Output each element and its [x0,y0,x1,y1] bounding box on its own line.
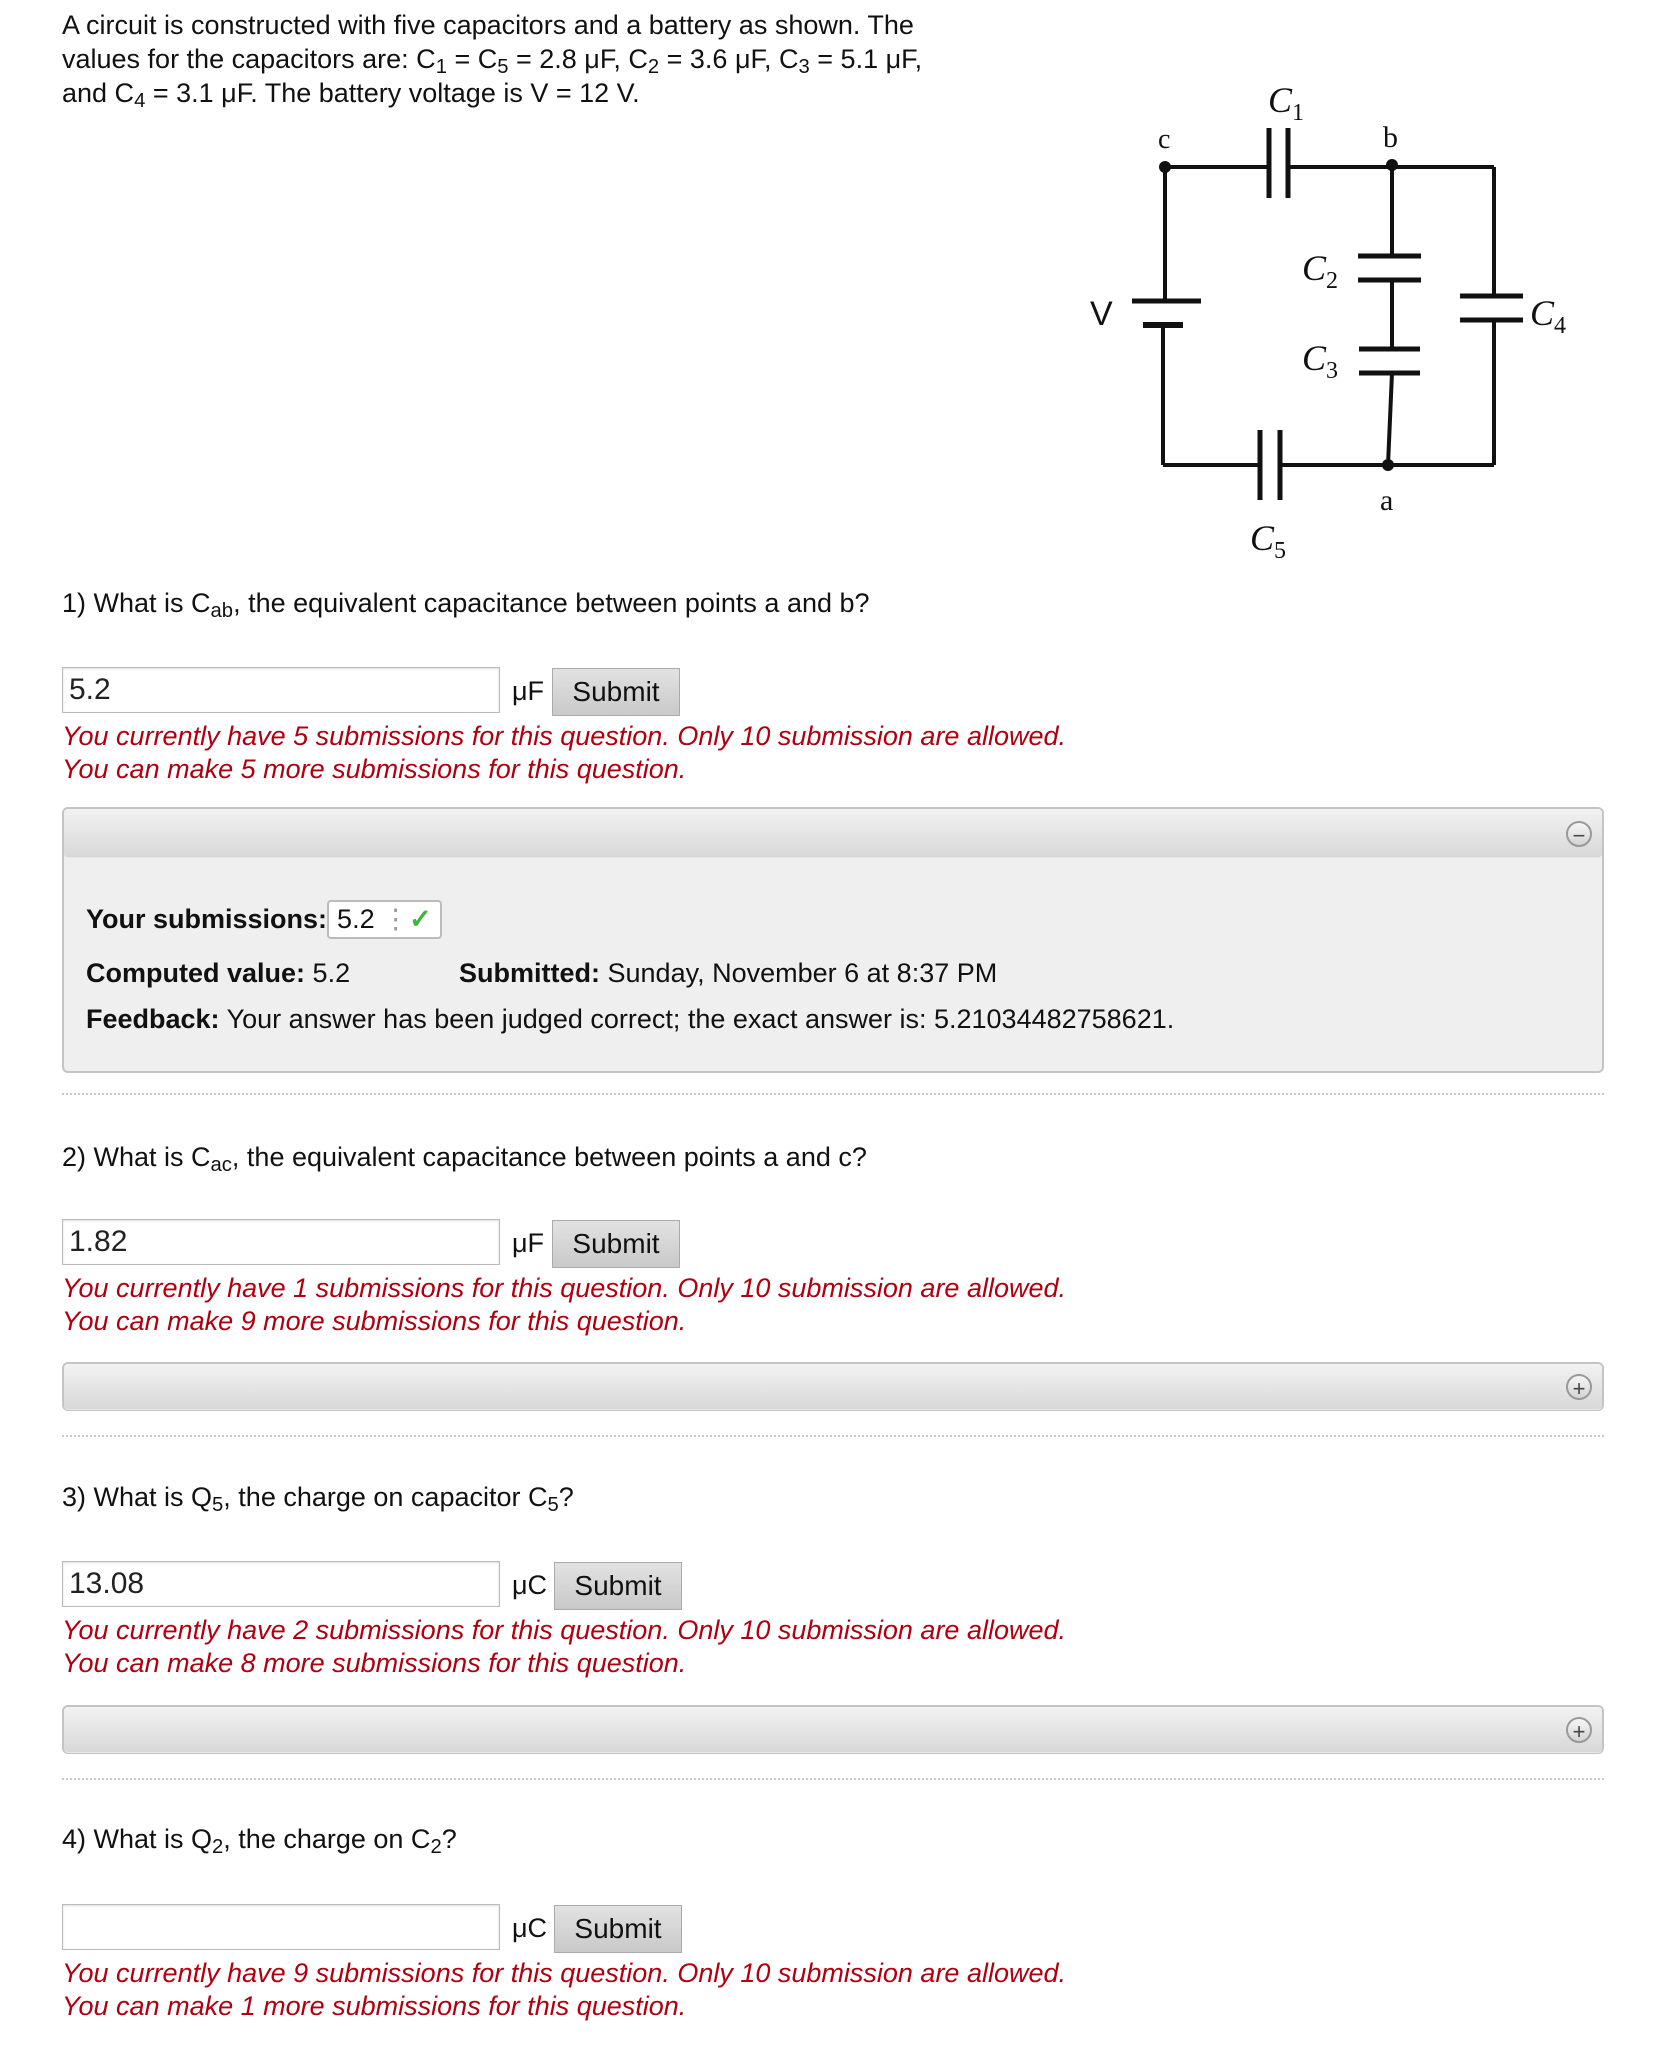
question-2-submission-panel[interactable] [62,1362,1604,1411]
divider [62,1093,1604,1095]
computed-value-row [86,958,350,989]
subscript: 5 [212,1494,224,1517]
expand-icon[interactable]: + [1566,1374,1592,1400]
computed-value: 5.2 [312,958,351,988]
submission-chip[interactable]: 5.2 ⋮✓ [327,900,442,939]
question-1-answer-input[interactable] [62,667,500,713]
submitted-label: Submitted: [459,958,600,988]
subscript: 5 [547,1494,559,1517]
panel-header[interactable] [64,1707,1602,1753]
problem-line [62,42,1052,79]
question-3-answer-input[interactable] [62,1561,500,1607]
question-1-submit-button[interactable]: Submit [552,668,680,716]
c3-label: $C_3$ [1302,338,1339,384]
problem-line [62,8,1052,42]
node-b-dot [1386,159,1398,171]
remaining-submissions-text: You can make 8 more submissions for this question. [62,1648,687,1678]
circuit-diagram [1050,40,1650,564]
problem-statement [62,8,1052,113]
subscript: 2 [430,1836,442,1859]
text-segment: = 3.6 μF, C [659,44,799,74]
text-segment: ? [558,1482,574,1512]
subscript: ac [210,1154,232,1177]
your-submissions-label: Your submissions: [86,904,328,934]
text-segment: and C [62,78,135,108]
text-segment: = 2.8 μF, C [508,44,648,74]
submission-count-text: You currently have 2 submissions for this question. Only 10 submission are allowed. [62,1615,1067,1645]
c5-label: $C_5$ [1250,518,1287,564]
subscript: 2 [212,1836,224,1859]
submission-count-text: You currently have 1 submissions for this question. Only 10 submission are allowed. [62,1273,1067,1303]
node-a-label: a [1380,484,1394,517]
question-1-submission-panel [62,807,1604,1073]
text-segment: = C [446,44,498,74]
text-segment: values for the capacitors are: C [62,44,436,74]
question-3-prompt [62,1482,574,1517]
node-b-label: b [1383,121,1398,154]
subscript: 2 [647,56,660,79]
computed-value-label: Computed value: [86,958,306,988]
submitted-row [459,958,997,989]
text-segment: , the charge on C [223,1824,431,1854]
subscript: ab [210,600,234,623]
question-4-answer-input[interactable] [62,1904,500,1950]
question-4-submission-warning [62,1957,1066,2023]
text-segment: 4) What is Q [62,1824,213,1854]
c2-label: $C_2$ [1302,248,1339,294]
collapse-icon[interactable]: − [1566,821,1592,847]
text-segment: = 3.1 μF. The battery voltage is V = 12 V. [145,78,640,108]
feedback-label: Feedback: [86,1004,220,1034]
question-2-submission-warning [62,1272,1066,1338]
question-4-submit-button[interactable]: Submit [554,1905,682,1953]
node-a-dot [1382,459,1394,471]
c1-label: $C_1$ [1268,80,1305,126]
circuit-wires [1163,167,1494,465]
text-segment: 3) What is Q [62,1482,213,1512]
question-1-unit: μF [512,676,545,706]
remaining-submissions-text: You can make 9 more submissions for this question. [62,1306,687,1336]
text-segment: ? [441,1824,457,1854]
panel-header[interactable] [64,1364,1602,1410]
question-3-unit: μC [512,1570,548,1600]
expand-icon[interactable]: + [1566,1717,1592,1743]
submission-count-text: You currently have 9 submissions for this question. Only 10 submission are allowed. [62,1958,1067,1988]
c4-label: $C_4$ [1530,293,1567,339]
question-4-unit: μC [512,1913,548,1943]
question-3-submission-panel[interactable] [62,1705,1604,1754]
divider [62,1778,1604,1780]
text-segment: , the equivalent capacitance between points a and b? [233,588,870,618]
submission-count-text: You currently have 5 submissions for this question. Only 10 submission are allowed. [62,721,1067,751]
text-segment: , the equivalent capacitance between points a and c? [231,1142,867,1172]
question-1-submission-warning [62,720,1066,786]
submitted-timestamp: Sunday, November 6 at 8:37 PM [607,958,998,988]
remaining-submissions-text: You can make 5 more submissions for this question. [62,754,687,784]
panel-header[interactable] [64,809,1602,858]
circuit-plates [1132,128,1523,500]
node-c-label: c [1158,124,1171,155]
problem-line [62,76,1052,113]
feedback-row [86,1004,1174,1035]
question-3-submit-button[interactable]: Submit [554,1562,682,1610]
feedback-text: Your answer has been judged correct; the exact answer is: 5.21034482758621. [226,1004,1175,1034]
question-2-unit: μF [512,1228,545,1258]
text-segment: 2) What is C [62,1142,211,1172]
question-2-prompt [62,1142,867,1177]
submission-value: 5.2 [337,904,375,934]
divider [62,1435,1604,1437]
question-2-submit-button[interactable]: Submit [552,1220,680,1268]
battery-label: V [1090,295,1113,333]
subscript: 4 [134,90,146,113]
question-3-submission-warning [62,1614,1066,1680]
node-c-dot [1159,161,1171,173]
correct-check-icon: ✓ [409,904,432,934]
text-segment: 1) What is C [62,588,211,618]
question-1-prompt [62,588,870,623]
subscript: 1 [435,56,447,79]
subscript: 3 [798,56,810,79]
text-segment: A circuit is constructed with five capacitors and a battery as shown. The [62,10,914,40]
subscript: 5 [497,56,509,79]
your-submissions-row [86,900,442,939]
question-2-answer-input[interactable] [62,1219,500,1265]
remaining-submissions-text: You can make 1 more submissions for this question. [62,1991,687,2021]
question-4-prompt [62,1824,457,1859]
text-segment: , the charge on capacitor C [223,1482,548,1512]
text-segment: = 5.1 μF, [809,44,923,74]
